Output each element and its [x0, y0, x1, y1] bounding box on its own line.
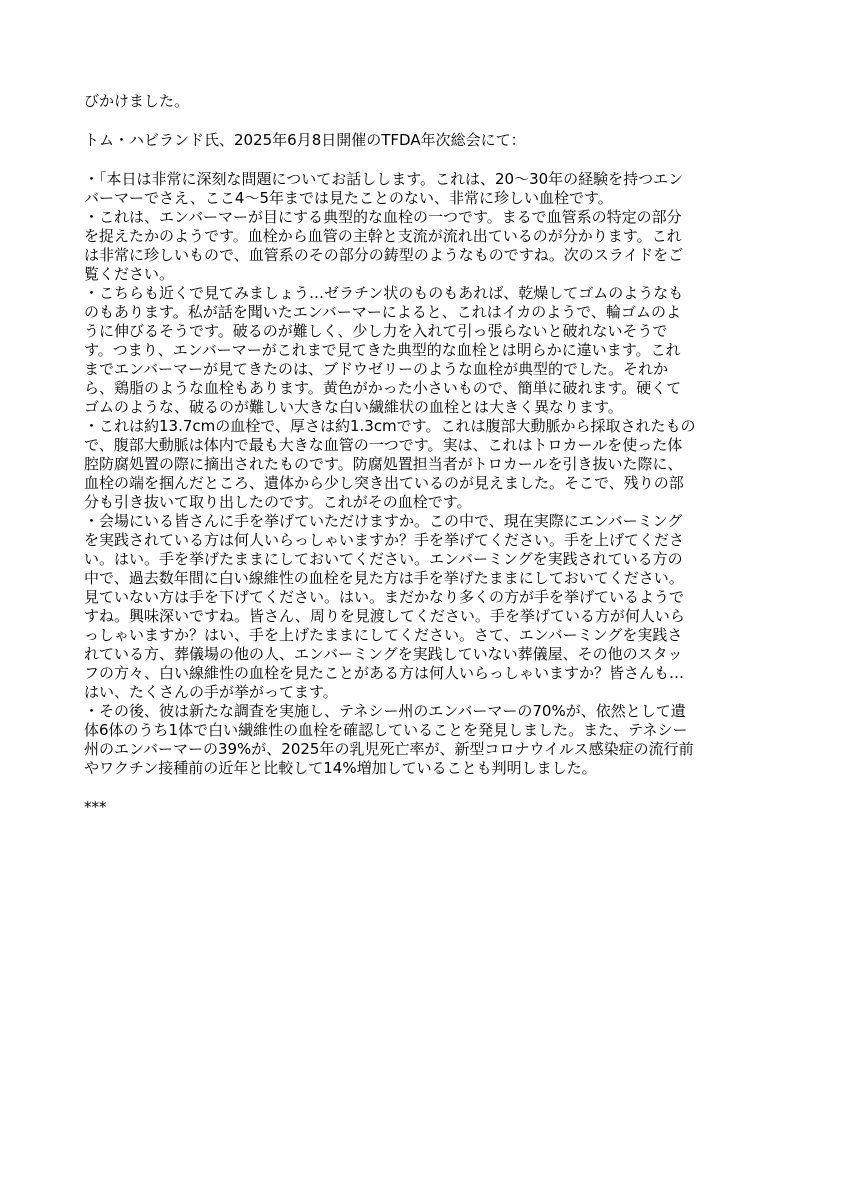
- text-line: で、腹部大動脈は体内で最も大きな血管の一つです。実は、これはトロカールを使った体: [84, 436, 683, 454]
- text-line: フの方々、白い線維性の血栓を見たことがある方は何人いらっしゃいますか？皆さんも…: [84, 664, 685, 682]
- text-line: ・会場にいる皆さんに手を挙げていただけますか。この中で、現在実際にエンバーミング: [84, 512, 683, 530]
- text-line: 血栓の端を掴んだところ、遺体から少し突き出ているのが見えました。そこで、残りの部: [84, 474, 684, 492]
- spacer: [84, 111, 778, 131]
- text-line: ・その後、彼は新たな調査を実施し、テネシー州のエンバーマーの70%が、依然として遺: [84, 702, 686, 720]
- heading: トム・ハビランド氏、2025年6月8日開催のTFDA年次総会にて：: [84, 131, 526, 149]
- text-line: 体6体のうち1体で白い繊維性の血栓を確認していることを発見しました。また、テネシー: [84, 721, 688, 739]
- text-line: はい、たくさんの手が挙がってます。: [84, 683, 338, 701]
- text-line: ・これは、エンバーマーが目にする典型的な血栓の一つです。まるで血管系の特定の部分: [84, 208, 682, 226]
- text-line: 覧ください。: [84, 265, 175, 283]
- text-line: っしゃいますか？はい、手を上げたままにしてください。さて、エンバーミングを実践さ: [84, 626, 683, 644]
- text-line: やワクチン接種前の近年と比較して14%増加していることも判明しました。: [84, 759, 597, 777]
- text-line: す。つまり、エンバーマーがこれまで見てきた典型的な血栓とは明らかに違います。これ: [84, 341, 681, 359]
- text-line: 州のエンバーマーの39%が、2025年の乳児死亡率が、新型コロナウイルス感染症の流行前: [84, 740, 694, 758]
- text-line: を実践されている方は何人いらっしゃいますか？手を挙げてください。手を上げてくださ: [84, 531, 685, 549]
- text-line: ・これは約13.7cmの血栓で、厚さは約1.3cmです。これは腹部大動脈から採取されたもの: [84, 417, 696, 435]
- text-line: い。はい。手を挙げたままにしておいてください。エンバーミングを実践されている方の: [84, 550, 683, 568]
- text-line: のもあります。私が話を聞いたエンバーマーによると、これはイカのようで、輪ゴムのよ: [84, 303, 682, 321]
- text-line: うに伸びるそうです。破るのが難しく、少し力を入れて引っ張らないと破れないそうで: [84, 322, 668, 340]
- document-page: [84, 92, 778, 817]
- text-line: ら、鶏脂のような血栓もあります。黄色がかった小さいもので、簡単に破れます。硬くて: [84, 379, 682, 397]
- text-line: までエンバーマーが見てきたのは、ブドウゼリーのような血栓が典型的でした。それか: [84, 360, 668, 378]
- text-line: バーマーでさえ、ここ4～5年までは見たことのない、非常に珍しい血栓です。: [84, 189, 613, 207]
- spacer: [84, 778, 778, 798]
- text-line: 中で、過去数年間に白い線維性の血栓を見た方は手を挙げたままにしておいてください。: [84, 569, 684, 587]
- text-line: 腔防腐処置の際に摘出されたものです。防腐処置担当者がトロカールを引き抜いた際に、: [84, 455, 683, 473]
- text-line: は非常に珍しいもので、血管系のその部分の鋳型のようなものですね。次のスライドをご: [84, 246, 684, 264]
- body-text: [84, 170, 778, 778]
- spacer: [84, 150, 778, 170]
- text-line: すね。興味深いですね。皆さん、周りを見渡してください。手を挙げている方が何人いら: [84, 607, 685, 625]
- text-line: ・「本日は非常に深刻な問題についてお話しします。これは、20～30年の経験を持つエン: [84, 170, 684, 188]
- section-separator: ***: [84, 798, 107, 816]
- text-line: を捉えたかのようです。血栓から血管の主幹と支流が流れ出ているのが分かります。これ: [84, 227, 682, 245]
- opening-line: びかけました。: [84, 92, 190, 110]
- text-line: ・こちらも近くで見てみましょう…ゼラチン状のものもあれば、乾燥してゴムのようなも: [84, 284, 684, 302]
- text-line: ゴムのような、破るのが難しい大きな白い繊維状の血栓とは大きく異なります。: [84, 398, 623, 416]
- text-line: 分も引き抜いて取り出したのです。これがその血栓です。: [84, 493, 472, 511]
- text-line: れている方、葬儀場の他の人、エンバーミングを実践していない葬儀屋、その他のスタッ: [84, 645, 683, 663]
- text-line: 見ていない方は手を下げてください。はい。まだかなり多くの方が手を挙げているようで: [84, 588, 685, 606]
